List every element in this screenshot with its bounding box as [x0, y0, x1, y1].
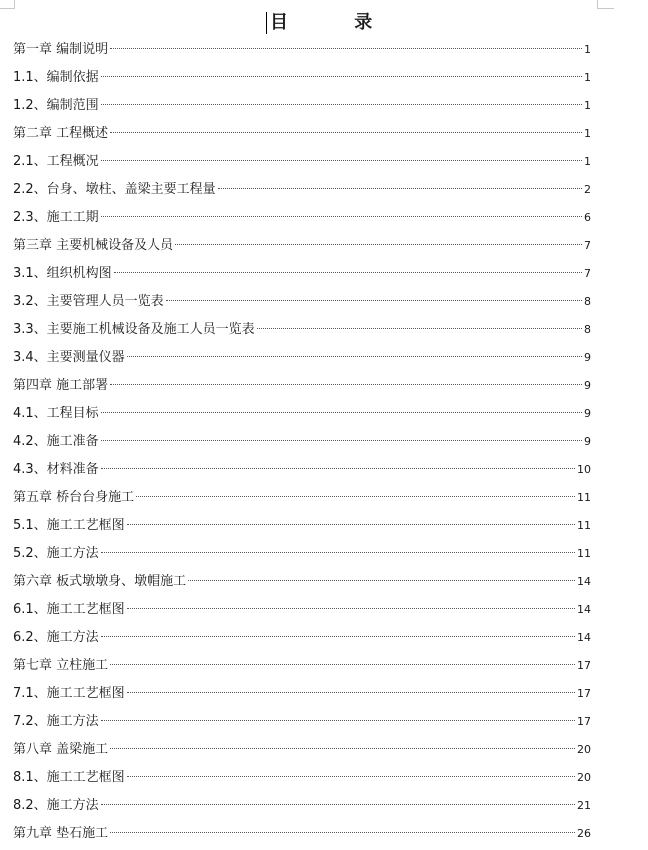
toc-entry-page: 9	[584, 407, 591, 420]
dot-leader	[101, 104, 582, 105]
dot-leader	[101, 440, 582, 441]
toc-entry[interactable]	[13, 428, 591, 456]
toc-entry-page: 20	[577, 743, 591, 756]
toc-entry-page: 7	[584, 239, 591, 252]
toc-entry[interactable]	[13, 400, 591, 428]
dot-leader	[188, 580, 575, 581]
toc-entry[interactable]	[13, 568, 591, 596]
dot-leader	[101, 160, 582, 161]
toc-entry-page: 1	[584, 99, 591, 112]
toc-entry[interactable]	[13, 344, 591, 372]
toc-entry[interactable]	[13, 484, 591, 512]
toc-entry[interactable]	[13, 232, 591, 260]
toc-entry[interactable]	[13, 596, 591, 624]
toc-entry-label: 2.3、施工工期	[13, 210, 99, 225]
dot-leader	[101, 636, 575, 637]
toc-entry-label: 第二章 工程概述	[13, 126, 109, 141]
toc-entry-label: 1.2、编制范围	[13, 98, 99, 113]
toc-entry-label: 4.1、工程目标	[13, 406, 99, 421]
toc-entry-label: 3.3、主要施工机械设备及施工人员一览表	[13, 322, 255, 337]
toc-entry-page: 14	[577, 603, 591, 616]
dot-leader	[110, 132, 582, 133]
dot-leader	[127, 356, 582, 357]
dot-leader	[101, 216, 582, 217]
toc-entry[interactable]	[13, 512, 591, 540]
dot-leader	[110, 664, 575, 665]
toc-entry-label: 6.1、施工工艺框图	[13, 602, 125, 617]
table-of-contents	[13, 36, 591, 848]
toc-entry-label: 第九章 垫石施工	[13, 826, 109, 841]
toc-entry-page: 8	[584, 295, 591, 308]
toc-entry-page: 11	[577, 519, 591, 532]
toc-entry-label: 4.2、施工准备	[13, 434, 99, 449]
toc-entry[interactable]	[13, 92, 591, 120]
toc-entry-page: 9	[584, 379, 591, 392]
toc-entry-label: 8.1、施工工艺框图	[13, 770, 125, 785]
crop-mark-right	[597, 0, 614, 9]
toc-entry-page: 1	[584, 155, 591, 168]
dot-leader	[101, 720, 575, 721]
toc-entry-page: 20	[577, 771, 591, 784]
toc-entry-page: 11	[577, 491, 591, 504]
text-cursor	[266, 12, 267, 34]
dot-leader	[114, 272, 582, 273]
toc-entry-label: 3.2、主要管理人员一览表	[13, 294, 164, 309]
toc-entry[interactable]	[13, 260, 591, 288]
toc-entry-label: 7.1、施工工艺框图	[13, 686, 125, 701]
toc-entry-page: 9	[584, 351, 591, 364]
dot-leader	[127, 524, 575, 525]
toc-entry-label: 第六章 板式墩墩身、墩帽施工	[13, 574, 187, 589]
dot-leader	[175, 244, 582, 245]
toc-entry-page: 17	[577, 687, 591, 700]
toc-entry[interactable]	[13, 456, 591, 484]
toc-entry[interactable]	[13, 708, 591, 736]
dot-leader	[101, 412, 582, 413]
toc-entry-page: 14	[577, 631, 591, 644]
dot-leader	[257, 328, 582, 329]
toc-entry-page: 7	[584, 267, 591, 280]
dot-leader	[218, 188, 582, 189]
toc-entry[interactable]	[13, 316, 591, 344]
dot-leader	[136, 496, 575, 497]
toc-entry-label: 第一章 编制说明	[13, 42, 109, 57]
toc-entry-page: 14	[577, 575, 591, 588]
dot-leader	[127, 608, 575, 609]
page-title: 目 录	[270, 12, 403, 33]
dot-leader	[101, 804, 575, 805]
toc-entry-label: 1.1、编制依据	[13, 70, 99, 85]
dot-leader	[101, 552, 575, 553]
toc-entry[interactable]	[13, 148, 591, 176]
toc-entry-page: 10	[577, 463, 591, 476]
toc-entry-page: 1	[584, 127, 591, 140]
toc-entry-label: 2.2、台身、墩柱、盖梁主要工程量	[13, 182, 216, 197]
dot-leader	[110, 832, 575, 833]
crop-mark-left	[0, 0, 15, 9]
toc-entry-page: 1	[584, 71, 591, 84]
toc-entry[interactable]	[13, 64, 591, 92]
toc-entry-page: 21	[577, 799, 591, 812]
dot-leader	[127, 776, 575, 777]
toc-entry-label: 4.3、材料准备	[13, 462, 99, 477]
toc-entry[interactable]	[13, 764, 591, 792]
toc-entry[interactable]	[13, 36, 591, 64]
toc-entry[interactable]	[13, 204, 591, 232]
toc-entry[interactable]	[13, 624, 591, 652]
toc-entry-page: 26	[577, 827, 591, 840]
toc-entry-label: 3.1、组织机构图	[13, 266, 112, 281]
toc-entry[interactable]	[13, 176, 591, 204]
toc-entry-page: 8	[584, 323, 591, 336]
toc-entry-page: 1	[584, 43, 591, 56]
toc-entry-page: 17	[577, 715, 591, 728]
toc-entry-label: 7.2、施工方法	[13, 714, 99, 729]
toc-entry-label: 3.4、主要测量仪器	[13, 350, 125, 365]
toc-entry-label: 第八章 盖梁施工	[13, 742, 109, 757]
toc-entry-label: 2.1、工程概况	[13, 154, 99, 169]
dot-leader	[101, 76, 582, 77]
title-row	[0, 10, 648, 36]
toc-entry-label: 8.2、施工方法	[13, 798, 99, 813]
toc-entry[interactable]	[13, 736, 591, 764]
dot-leader	[110, 748, 575, 749]
toc-entry[interactable]	[13, 652, 591, 680]
toc-entry-label: 5.1、施工工艺框图	[13, 518, 125, 533]
toc-entry-label: 第七章 立柱施工	[13, 658, 109, 673]
dot-leader	[127, 692, 575, 693]
toc-entry[interactable]	[13, 820, 591, 848]
dot-leader	[110, 48, 582, 49]
toc-entry-page: 17	[577, 659, 591, 672]
toc-entry-label: 6.2、施工方法	[13, 630, 99, 645]
toc-entry[interactable]	[13, 680, 591, 708]
toc-entry-label: 第三章 主要机械设备及人员	[13, 238, 174, 253]
dot-leader	[166, 300, 582, 301]
toc-entry[interactable]	[13, 792, 591, 820]
toc-entry[interactable]	[13, 120, 591, 148]
toc-entry[interactable]	[13, 372, 591, 400]
toc-entry-page: 2	[584, 183, 591, 196]
toc-entry-page: 11	[577, 547, 591, 560]
toc-entry-label: 第五章 桥台台身施工	[13, 490, 135, 505]
toc-entry-page: 6	[584, 211, 591, 224]
toc-entry[interactable]	[13, 288, 591, 316]
toc-entry-label: 5.2、施工方法	[13, 546, 99, 561]
dot-leader	[101, 468, 575, 469]
dot-leader	[110, 384, 582, 385]
toc-entry-page: 9	[584, 435, 591, 448]
toc-entry[interactable]	[13, 540, 591, 568]
toc-entry-label: 第四章 施工部署	[13, 378, 109, 393]
